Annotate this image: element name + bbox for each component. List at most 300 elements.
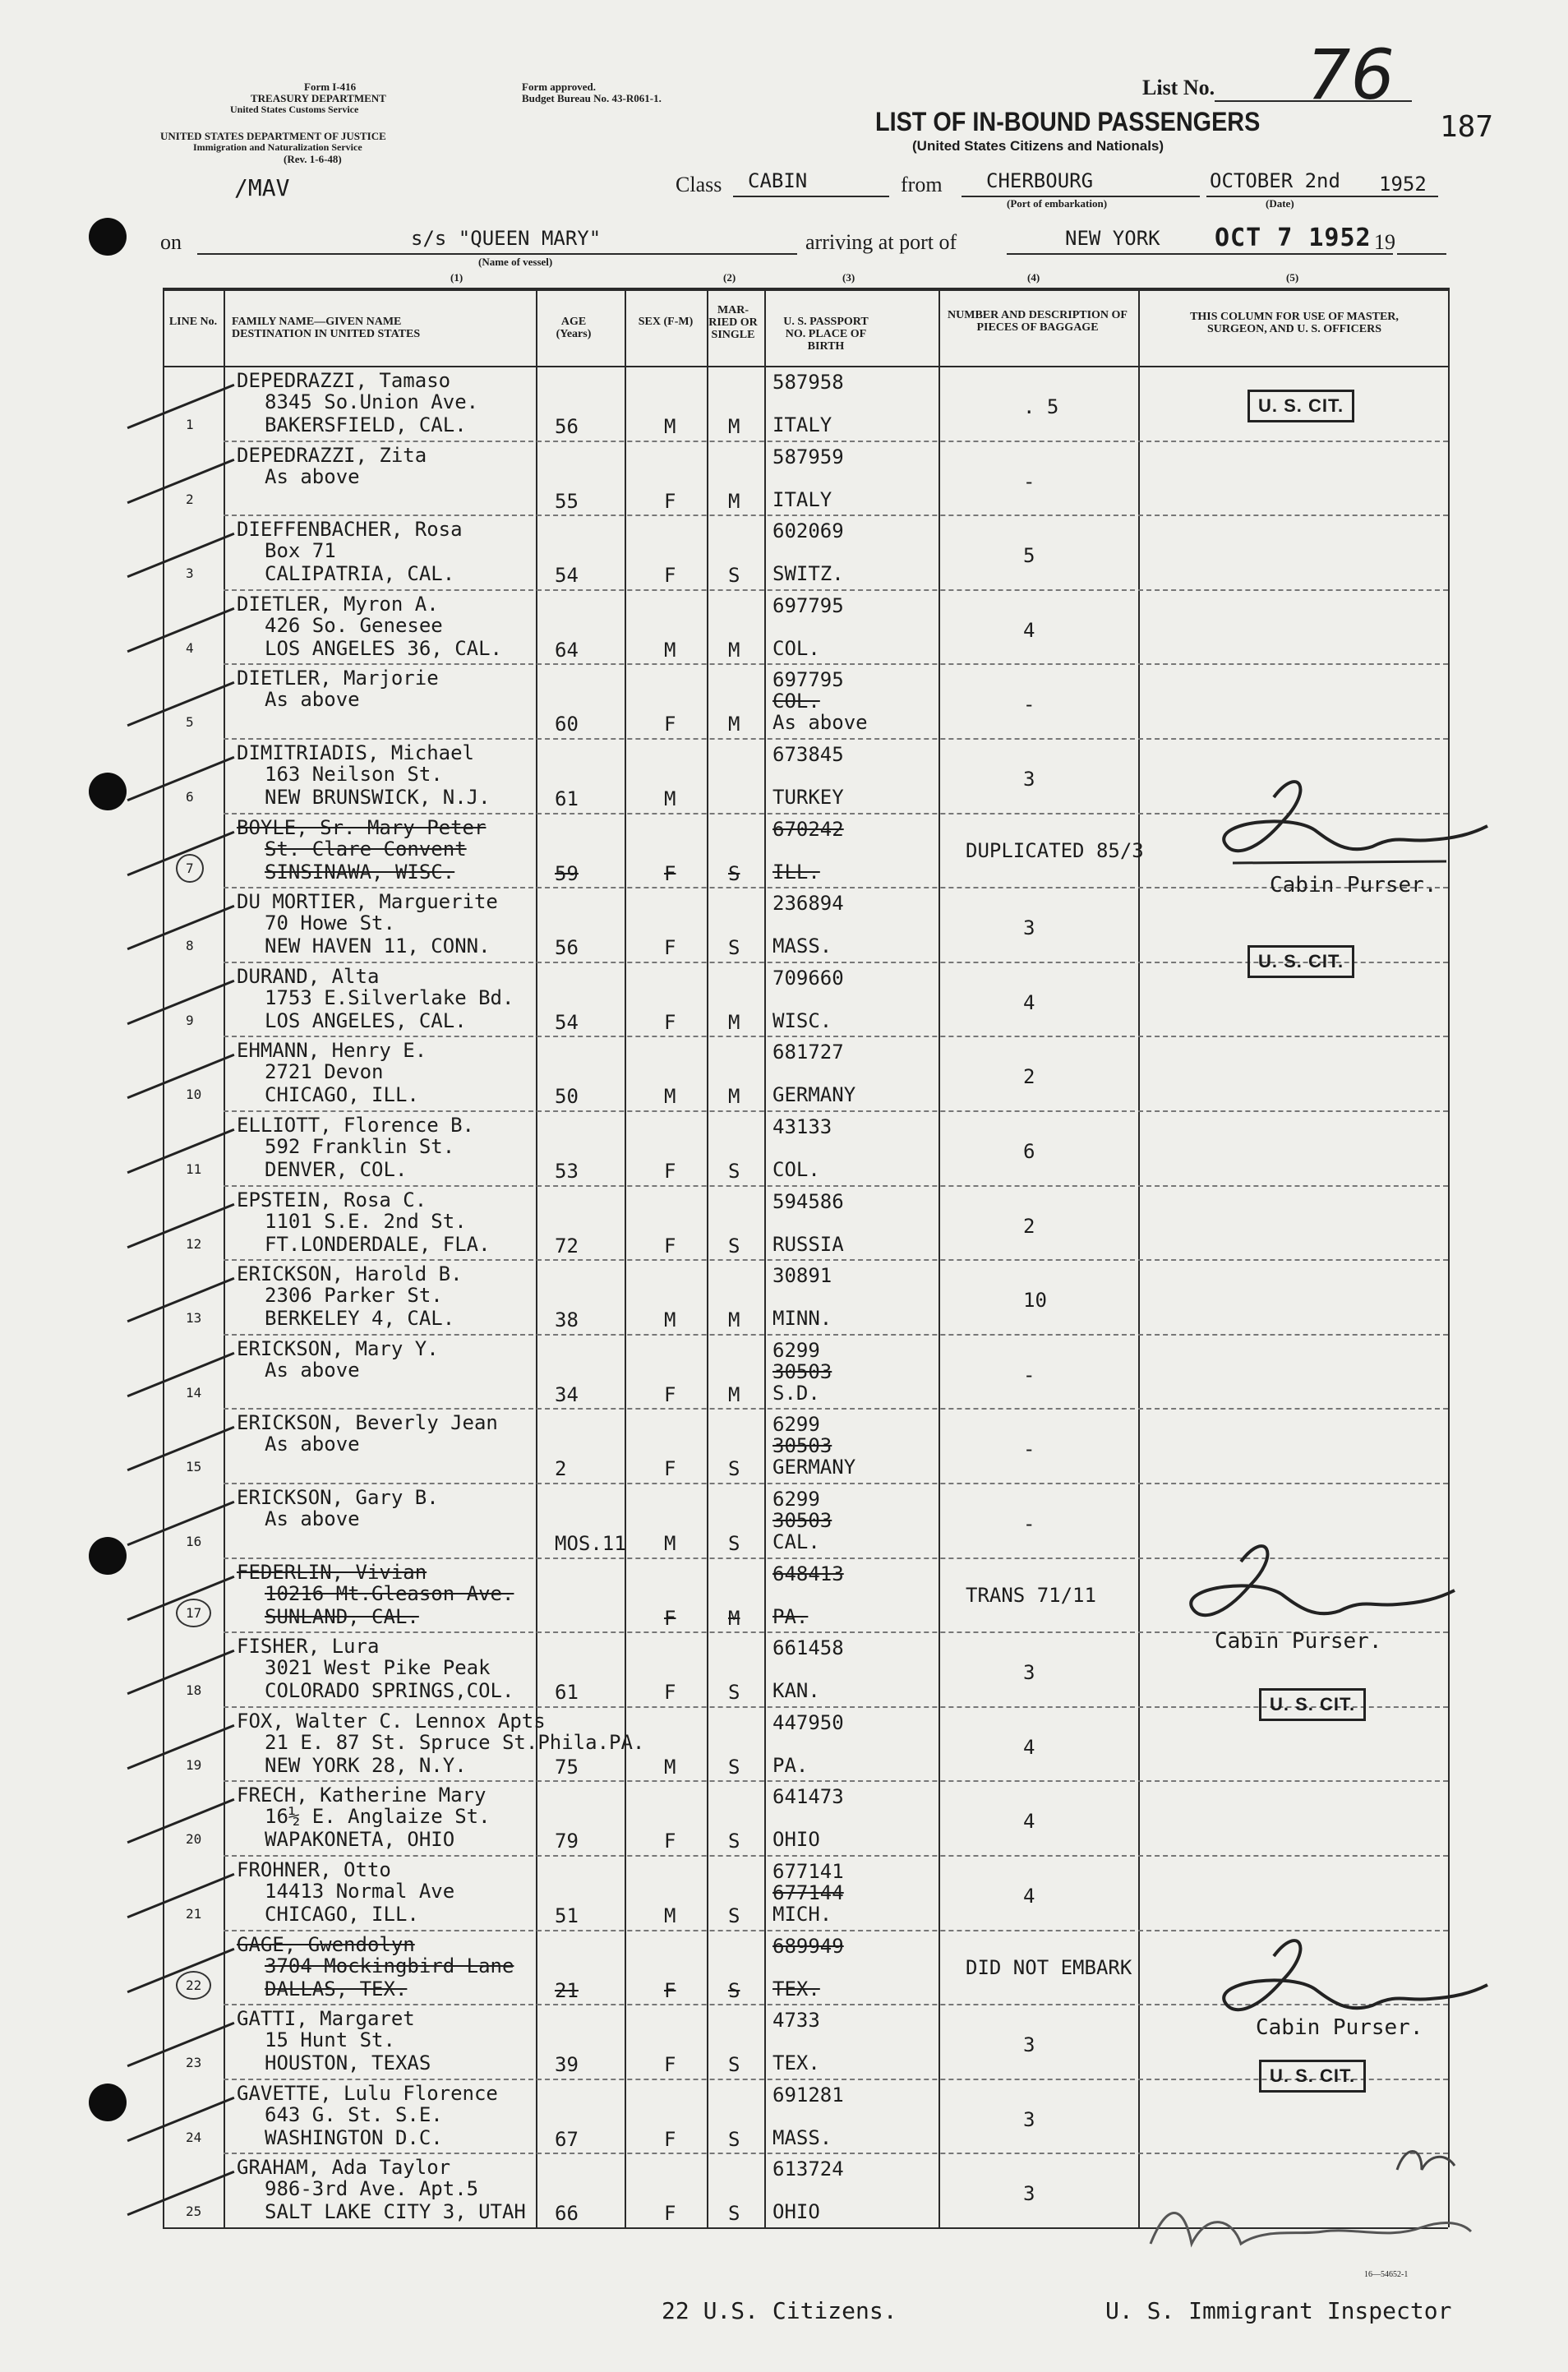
nineteen-line <box>1397 253 1446 255</box>
passenger-age: 2 <box>555 1457 567 1481</box>
passenger-age: 56 <box>555 936 579 960</box>
birthplace: OHIO <box>772 2200 820 2224</box>
table-rule <box>224 1483 1448 1484</box>
passenger-marital-status: S <box>728 1160 740 1183</box>
passenger-name: FROHNER, Otto <box>237 1858 391 1881</box>
year-value: 1952 <box>1379 173 1427 196</box>
passenger-address: As above <box>265 1433 360 1456</box>
row-number: 2 <box>186 491 194 507</box>
passenger-city: DALLAS, TEX. <box>265 1977 408 2001</box>
passenger-address: 14413 Normal Ave <box>265 1880 455 1903</box>
passenger-marital-status: S <box>728 1532 740 1555</box>
passport-number-corrected: 677144 <box>772 1881 844 1904</box>
port-value: CHERBOURG <box>986 169 1094 192</box>
passenger-city: CHICAGO, ILL. <box>265 1083 419 1107</box>
passenger-age: 61 <box>555 787 579 810</box>
baggage-count: 4 <box>1023 990 1035 1014</box>
check-mark <box>127 905 235 950</box>
passenger-city: NEW HAVEN 11, CONN. <box>265 934 491 958</box>
passenger-age: 66 <box>555 2202 579 2226</box>
row-number: 17 <box>176 1599 211 1627</box>
baggage-count: 5 <box>1023 544 1035 568</box>
check-mark <box>127 607 235 653</box>
class-label: Class <box>676 173 722 196</box>
birthplace: MINN. <box>772 1307 832 1331</box>
row-number: 25 <box>186 2204 202 2220</box>
birthplace: COL. <box>772 1158 820 1181</box>
baggage-count: 3 <box>1023 768 1035 791</box>
passenger-address: 2721 Devon <box>265 1060 384 1084</box>
table-rule <box>224 515 1448 516</box>
row-number: 13 <box>186 1310 202 1327</box>
passenger-address: 70 Howe St. <box>265 911 395 935</box>
nineteen-label: 19 <box>1374 230 1395 254</box>
passenger-sex: M <box>664 1755 676 1779</box>
passenger-name: FRECH, Katherine Mary <box>237 1784 487 1807</box>
passenger-sex: M <box>664 787 676 810</box>
passenger-address: As above <box>265 688 360 712</box>
baggage-count: - <box>1023 693 1035 717</box>
table-column-rule <box>163 288 164 2227</box>
passenger-age: 67 <box>555 2127 579 2151</box>
birthplace: WISC. <box>772 1008 832 1032</box>
passport-number: 594586 <box>772 1189 844 1213</box>
check-mark <box>127 2097 235 2142</box>
passport-number-corrected: 30503 <box>772 1509 832 1532</box>
passenger-address: 3021 West Pike Peak <box>265 1656 491 1680</box>
passenger-age: 53 <box>555 1160 579 1183</box>
passenger-sex: M <box>664 1904 676 1927</box>
table-rule <box>224 1036 1448 1037</box>
inspector-signature <box>1134 2194 1479 2268</box>
passenger-age: 75 <box>555 1755 579 1779</box>
passenger-name: DIMITRIADIS, Michael <box>237 741 474 764</box>
passport-number: 602069 <box>772 519 844 543</box>
passenger-address: As above <box>265 464 360 488</box>
passenger-address: 8345 So.Union Ave. <box>265 390 479 413</box>
date-caption: (Date) <box>1266 197 1294 210</box>
birthplace: PA. <box>772 1753 809 1777</box>
passenger-sex: M <box>664 415 676 438</box>
check-mark <box>127 1054 235 1099</box>
passenger-marital-status: M <box>728 1010 740 1034</box>
list-no-label: List No. <box>1142 76 1215 99</box>
vessel-value: s/s "QUEEN MARY" <box>411 227 602 250</box>
passenger-marital-status: S <box>728 1681 740 1705</box>
header-name: FAMILY NAME—GIVEN NAME DESTINATION IN UNITED STATES <box>232 316 421 340</box>
passenger-name: ERICKSON, Beverly Jean <box>237 1411 498 1435</box>
baggage-count: 6 <box>1023 1140 1035 1163</box>
passenger-city: BERKELEY 4, CAL. <box>265 1307 455 1331</box>
row-number: 16 <box>186 1534 202 1549</box>
treasury-label: TREASURY DEPARTMENT <box>251 92 386 104</box>
birthplace: OHIO <box>772 1828 820 1852</box>
passenger-sex: F <box>664 1010 676 1034</box>
passenger-age: 39 <box>555 2053 579 2077</box>
passenger-age: 61 <box>555 1681 579 1705</box>
passenger-city: SALT LAKE CITY 3, UTAH <box>265 2200 526 2224</box>
check-mark <box>127 458 235 503</box>
passenger-city: DENVER, COL. <box>265 1158 408 1181</box>
row-number: 3 <box>186 565 194 582</box>
check-mark <box>127 384 235 429</box>
passenger-name: DU MORTIER, Marguerite <box>237 890 498 914</box>
table-rule <box>224 441 1448 442</box>
passenger-address: 592 Franklin St. <box>265 1135 455 1158</box>
passenger-marital-status: S <box>728 861 740 885</box>
passenger-sex: F <box>664 713 676 736</box>
birthplace: PA. <box>772 1604 809 1628</box>
passenger-marital-status: S <box>728 1457 740 1481</box>
passport-number: 613724 <box>772 2157 844 2181</box>
check-mark <box>127 1724 235 1770</box>
row-number: 14 <box>186 1384 202 1401</box>
column-number: (1) <box>450 271 463 284</box>
header-line-no: LINE No. <box>168 316 218 328</box>
row-number: 5 <box>186 714 194 731</box>
passenger-name: ERICKSON, Mary Y. <box>237 1336 439 1360</box>
passenger-address: 15 Hunt St. <box>265 2028 395 2052</box>
row-number: 20 <box>186 1831 202 1848</box>
table-rule <box>224 1110 1448 1112</box>
table-column-rule <box>536 288 537 2227</box>
passenger-sex: M <box>664 1308 676 1332</box>
punch-hole <box>89 2084 127 2121</box>
class-value: CABIN <box>748 169 808 192</box>
birthplace: CAL. <box>772 1530 820 1553</box>
passenger-city: LOS ANGELES, CAL. <box>265 1008 467 1032</box>
check-mark <box>127 980 235 1025</box>
passport-number: 661458 <box>772 1636 844 1660</box>
us-citizen-stamp: U. S. CIT. <box>1259 1688 1366 1721</box>
header-baggage: NUMBER AND DESCRIPTION OF PIECES OF BAGGAGE <box>948 309 1128 334</box>
passenger-sex: F <box>664 1681 676 1705</box>
passenger-name: FEDERLIN, Vivian <box>237 1560 427 1584</box>
passenger-sex: F <box>664 2202 676 2226</box>
passenger-sex: F <box>664 1830 676 1853</box>
print-code: 16—54652-1 <box>1364 2270 1409 2279</box>
passport-number: 673845 <box>772 743 844 766</box>
row-number: 15 <box>186 1459 202 1475</box>
on-label: on <box>160 230 182 254</box>
cabin-purser-label: Cabin Purser. <box>1215 1629 1382 1654</box>
class-line <box>733 196 889 197</box>
passenger-address: 643 G. St. S.E. <box>265 2102 443 2126</box>
us-citizen-stamp: U. S. CIT. <box>1247 945 1354 978</box>
row-number: 4 <box>186 639 194 656</box>
passenger-name: DIEFFENBACHER, Rosa <box>237 518 463 542</box>
passenger-city: NEW BRUNSWICK, N.J. <box>265 786 491 809</box>
check-mark <box>127 681 235 727</box>
justice-label: UNITED STATES DEPARTMENT OF JUSTICE <box>160 130 386 142</box>
passport-number: 236894 <box>772 892 844 916</box>
baggage-count: 3 <box>1023 2033 1035 2057</box>
baggage-count: 2 <box>1023 1214 1035 1238</box>
arrival-line <box>1007 253 1393 255</box>
passenger-city: COLORADO SPRINGS,COL. <box>265 1679 514 1703</box>
passenger-name: DEPEDRAZZI, Zita <box>237 443 427 467</box>
passenger-city: FT.LONDERDALE, FLA. <box>265 1232 491 1256</box>
passenger-name: BOYLE, Sr. Mary Peter <box>237 815 487 839</box>
passenger-sex: F <box>664 489 676 513</box>
baggage-count: - <box>1023 1363 1035 1387</box>
passenger-age: 21 <box>555 1978 579 2002</box>
passenger-name: ERICKSON, Harold B. <box>237 1262 463 1286</box>
passenger-name: GAGE, Gwendolyn <box>237 1932 415 1956</box>
passenger-sex: F <box>664 2127 676 2151</box>
citizen-total: 22 U.S. Citizens. <box>662 2297 897 2324</box>
us-citizen-stamp: U. S. CIT. <box>1259 2060 1366 2093</box>
birthplace: KAN. <box>772 1679 820 1703</box>
passenger-address: 2306 Parker St. <box>265 1284 443 1308</box>
check-mark <box>127 1873 235 1918</box>
passenger-sex: M <box>664 1532 676 1555</box>
passenger-marital-status: S <box>728 2127 740 2151</box>
header-sex: SEX (F-M) <box>638 316 694 328</box>
check-mark <box>127 1128 235 1174</box>
passport-number: 697795 <box>772 593 844 617</box>
baggage-count: 3 <box>1023 916 1035 940</box>
table-column-rule <box>1138 288 1140 2227</box>
check-mark <box>127 756 235 801</box>
document-subtitle: (United States Citizens and Nationals) <box>912 138 1164 154</box>
passenger-marital-status: M <box>728 713 740 736</box>
baggage-count: - <box>1023 1512 1035 1535</box>
birthplace: MICH. <box>772 1903 832 1926</box>
passenger-city: BAKERSFIELD, CAL. <box>265 413 467 436</box>
passport-number: 670242 <box>772 817 844 841</box>
baggage-count: 4 <box>1023 1810 1035 1834</box>
check-mark <box>127 1501 235 1546</box>
passenger-address: St. Clare Convent <box>265 837 467 861</box>
table-column-rule <box>764 288 766 2227</box>
passenger-sex: M <box>664 638 676 662</box>
arrival-date-stamp: OCT 7 1952 <box>1215 224 1372 252</box>
table-rule <box>224 2153 1448 2154</box>
passenger-address: As above <box>265 1507 360 1530</box>
passenger-age: 54 <box>555 564 579 588</box>
cabin-purser-label: Cabin Purser. <box>1270 873 1437 898</box>
baggage-count: . 5 <box>1023 395 1059 418</box>
birthplace: ITALY <box>772 413 832 436</box>
birthplace: S.D. <box>772 1381 820 1405</box>
passenger-city: CHICAGO, ILL. <box>265 1903 419 1926</box>
passenger-age: 79 <box>555 1830 579 1853</box>
passenger-address: As above <box>265 1358 360 1382</box>
table-column-rule <box>625 288 626 2227</box>
passport-number: 6299 <box>772 1488 820 1511</box>
code-mark: /MAV <box>234 174 290 201</box>
passenger-name: EPSTEIN, Rosa C. <box>237 1188 427 1211</box>
table-rule <box>224 589 1448 591</box>
passenger-marital-status: S <box>728 564 740 588</box>
passenger-marital-status: M <box>728 1382 740 1406</box>
passport-number: 30891 <box>772 1264 832 1288</box>
passenger-age: 54 <box>555 1010 579 1034</box>
passenger-sex: F <box>664 1457 676 1481</box>
port-caption: (Port of embarkation) <box>1007 197 1108 210</box>
passenger-address: 426 So. Genesee <box>265 613 443 637</box>
check-mark <box>127 533 235 578</box>
document-title: LIST OF IN-BOUND PASSENGERS <box>875 107 1261 136</box>
vessel-line <box>197 253 797 255</box>
row-number: 22 <box>176 1971 211 2000</box>
passenger-sex: F <box>664 1382 676 1406</box>
table-rule <box>224 663 1448 665</box>
baggage-count: DID NOT EMBARK <box>966 1955 1132 1979</box>
table-rule <box>224 1334 1448 1336</box>
passenger-marital-status: S <box>728 1904 740 1927</box>
passenger-age: 50 <box>555 1085 579 1109</box>
check-mark <box>127 1426 235 1471</box>
birthplace: GERMANY <box>772 1083 856 1107</box>
row-number: 18 <box>186 1682 202 1699</box>
immigration-label: Immigration and Naturalization Service <box>193 141 362 153</box>
passenger-city: SINSINAWA, WISC. <box>265 860 455 884</box>
header-officers: THIS COLUMN FOR USE OF MASTER, SURGEON, AND U. S. OFFICERS <box>1190 311 1399 335</box>
baggage-count: - <box>1023 1438 1035 1461</box>
table-column-rule <box>938 288 940 2227</box>
passenger-sex: F <box>664 2053 676 2077</box>
passport-number-corrected: COL. <box>772 690 820 713</box>
baggage-count: 3 <box>1023 2182 1035 2206</box>
column-number: (3) <box>842 271 855 284</box>
baggage-count: 4 <box>1023 1885 1035 1908</box>
header-married: MAR-RIED OR SINGLE <box>708 304 758 341</box>
purser-signature <box>1183 1923 1496 2047</box>
passenger-sex: F <box>664 861 676 885</box>
passenger-city: HOUSTON, TEXAS <box>265 2051 431 2075</box>
passenger-sex: F <box>664 936 676 960</box>
table-rule <box>163 366 1448 367</box>
passenger-marital-status: S <box>728 2202 740 2226</box>
passenger-name: GAVETTE, Lulu Florence <box>237 2081 498 2105</box>
list-no-value: 76 <box>1307 35 1395 115</box>
purser-signature <box>1183 764 1496 888</box>
row-number: 24 <box>186 2129 202 2145</box>
table-rule <box>224 1259 1448 1261</box>
row-number: 21 <box>186 1906 202 1922</box>
page-number: 187 <box>1440 110 1494 144</box>
passenger-name: DIETLER, Marjorie <box>237 667 439 690</box>
passenger-marital-status: M <box>728 638 740 662</box>
passport-number: 43133 <box>772 1115 832 1138</box>
passenger-address: 163 Neilson St. <box>265 763 443 786</box>
passenger-marital-status: M <box>728 489 740 513</box>
passenger-sex: F <box>664 1160 676 1183</box>
passenger-marital-status: S <box>728 1755 740 1779</box>
check-mark <box>127 1650 235 1695</box>
passport-number: 691281 <box>772 2083 844 2107</box>
header-age: AGE (Years) <box>556 316 592 340</box>
table-rule <box>224 1185 1448 1187</box>
row-number: 19 <box>186 1756 202 1773</box>
passenger-age: 38 <box>555 1308 579 1332</box>
passport-number: 587958 <box>772 371 844 394</box>
passenger-city: WAPAKONETA, OHIO <box>265 1828 455 1852</box>
check-mark <box>127 1798 235 1844</box>
passport-number: 6299 <box>772 1413 820 1437</box>
row-number: 7 <box>176 854 204 883</box>
passport-number: 4733 <box>772 2009 820 2033</box>
row-number: 11 <box>186 1161 202 1177</box>
passport-number: 587959 <box>772 445 844 468</box>
passenger-address: 16½ E. Anglaize St. <box>265 1805 491 1829</box>
birthplace: ILL. <box>772 860 820 884</box>
passport-number: 641473 <box>772 1785 844 1809</box>
birthplace: COL. <box>772 636 820 660</box>
passenger-marital-status: M <box>728 1085 740 1109</box>
passenger-marital-status: M <box>728 1606 740 1630</box>
birthplace: GERMANY <box>772 1456 856 1479</box>
passenger-name: EHMANN, Henry E. <box>237 1039 427 1063</box>
check-mark <box>127 2022 235 2067</box>
passenger-name: ELLIOTT, Florence B. <box>237 1114 474 1137</box>
row-number: 23 <box>186 2055 202 2071</box>
passenger-name: GATTI, Margaret <box>237 2007 415 2031</box>
table-column-rule <box>224 288 225 2227</box>
check-mark <box>127 2171 235 2216</box>
table-column-rule <box>707 288 708 2227</box>
passenger-name: GRAHAM, Ada Taylor <box>237 2156 451 2180</box>
passport-number: 447950 <box>772 1710 844 1734</box>
passenger-age: 60 <box>555 713 579 736</box>
check-mark <box>127 1277 235 1322</box>
passenger-address: 1101 S.E. 2nd St. <box>265 1209 467 1233</box>
passenger-address: 1753 E.Silverlake Bd. <box>265 985 514 1009</box>
passenger-marital-status: S <box>728 936 740 960</box>
row-number: 8 <box>186 938 194 954</box>
passenger-age: 59 <box>555 861 579 885</box>
passport-number: 6299 <box>772 1338 820 1362</box>
table-rule <box>163 289 1448 291</box>
row-number: 10 <box>186 1087 202 1103</box>
passenger-sex: M <box>664 1085 676 1109</box>
table-rule <box>224 1780 1448 1782</box>
customs-label: United States Customs Service <box>230 104 359 115</box>
passenger-address: 986-3rd Ave. Apt.5 <box>265 2177 479 2201</box>
cabin-purser-label: Cabin Purser. <box>1256 2015 1423 2040</box>
passenger-name: ERICKSON, Gary B. <box>237 1486 439 1509</box>
birthplace: MASS. <box>772 934 832 958</box>
passenger-marital-status: M <box>728 1308 740 1332</box>
birthplace: TEX. <box>772 1977 820 2001</box>
passenger-name: DEPEDRAZZI, Tamaso <box>237 369 451 392</box>
baggage-count: 10 <box>1023 1289 1047 1313</box>
passenger-marital-status: S <box>728 2053 740 2077</box>
passenger-city: LOS ANGELES 36, CAL. <box>265 636 502 660</box>
vessel-caption: (Name of vessel) <box>478 256 553 268</box>
revision-label: (Rev. 1-6-48) <box>284 153 342 165</box>
punch-hole <box>89 1537 127 1575</box>
passenger-marital-status: S <box>728 1234 740 1258</box>
passenger-address: 3704 Mockingbird Lane <box>265 1954 514 1977</box>
header-passport: U. S. PASSPORT NO. PLACE OF BIRTH <box>783 316 869 353</box>
passenger-age: 72 <box>555 1234 579 1258</box>
birthplace: TEX. <box>772 2051 820 2075</box>
baggage-count: TRANS 71/11 <box>966 1583 1096 1607</box>
passport-number: 709660 <box>772 966 844 990</box>
baggage-count: 4 <box>1023 618 1035 642</box>
passenger-address: 21 E. 87 St. Spruce St.Phila.PA. <box>265 1730 645 1754</box>
passenger-age: MOS.11 <box>555 1532 626 1555</box>
baggage-count: 2 <box>1023 1065 1035 1089</box>
punch-hole <box>89 218 127 256</box>
row-number: 12 <box>186 1235 202 1252</box>
inspector-label: U. S. Immigrant Inspector <box>1105 2297 1452 2324</box>
arrival-port: NEW YORK <box>1065 227 1160 250</box>
passenger-age: 56 <box>555 415 579 438</box>
